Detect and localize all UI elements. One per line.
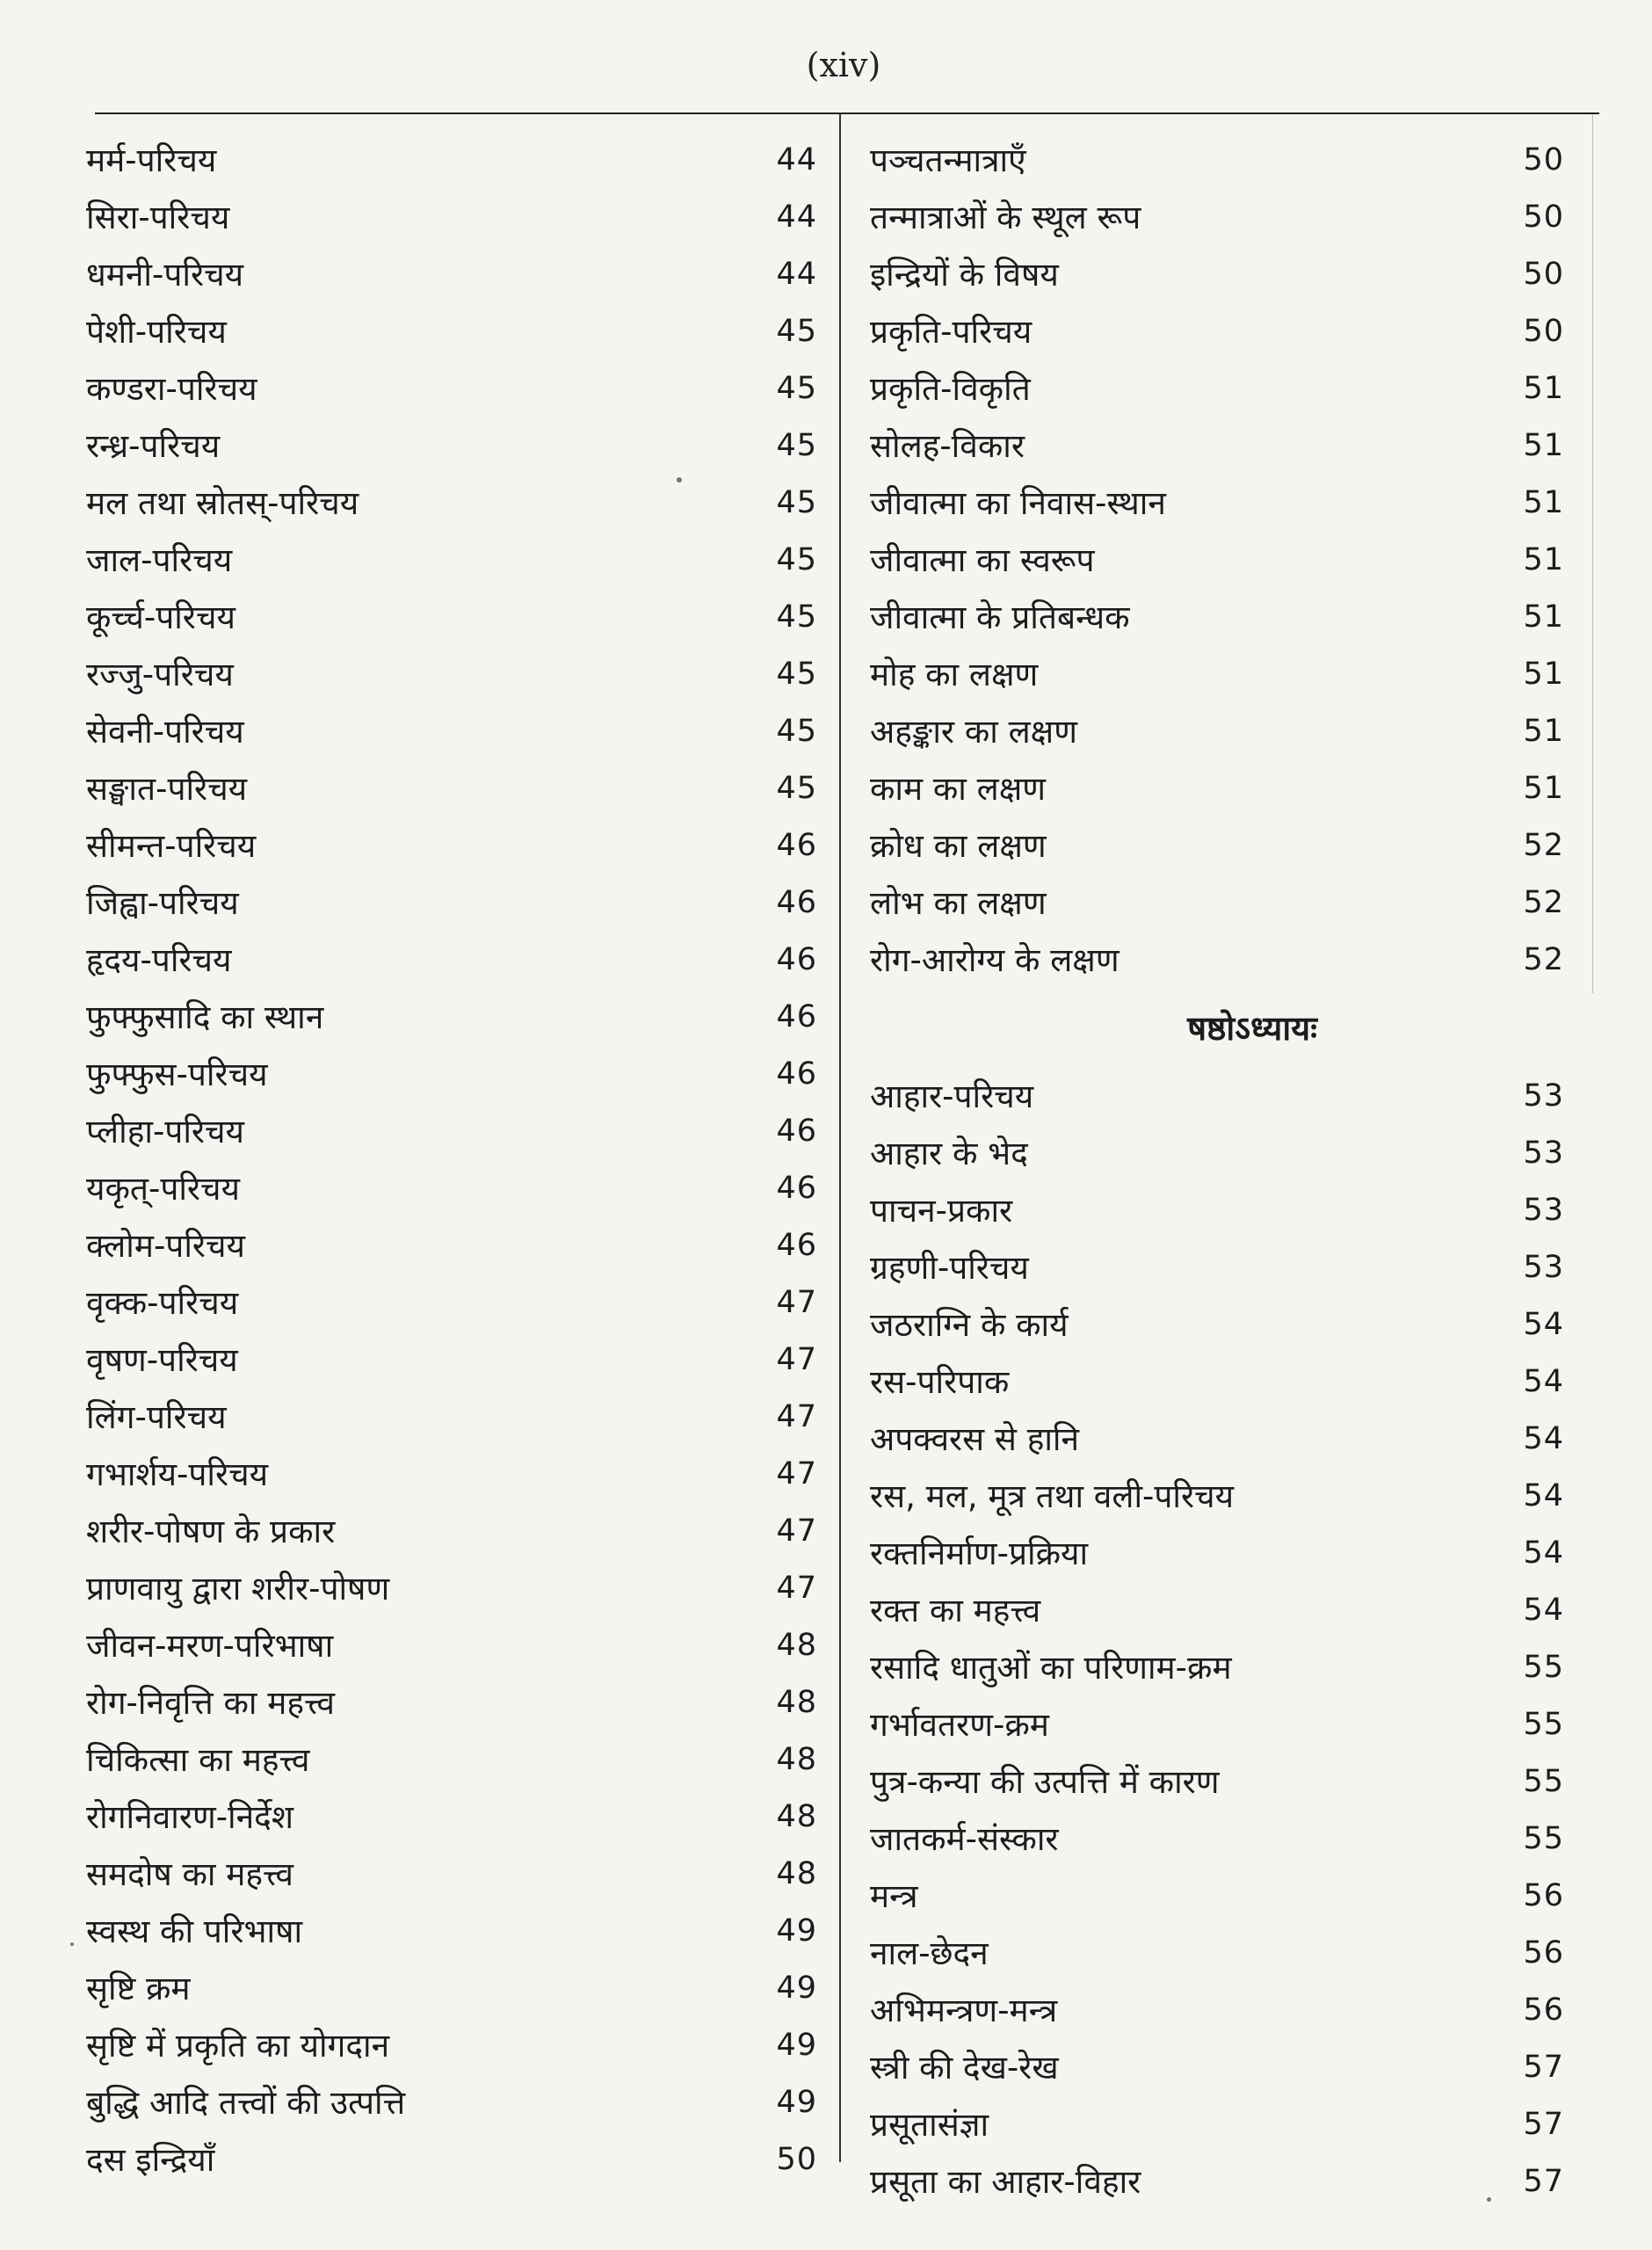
toc-entry-page: 47 [776,1571,817,1606]
toc-entry-title: जठराग्नि के कार्य [870,1306,1069,1344]
scan-speck [1487,2197,1491,2202]
toc-entry [870,475,1564,532]
toc-entry [86,932,817,989]
toc-entry-page: 46 [776,1056,817,1092]
toc-entry-title: जातकर्म-संस्कार [870,1820,1059,1858]
toc-entry-title: प्रसूता का आहार-विहार [870,2163,1141,2201]
toc-entry [86,1503,817,1560]
toc-entry-title: रस-परिपाक [870,1363,1010,1401]
toc-entry-title: प्राणवायु द्वारा शरीर-पोषण [86,1570,390,1608]
toc-entry-title: प्रसूतासंज्ञा [870,2106,989,2144]
toc-entry-page: 54 [1523,1364,1564,1399]
toc-entry [86,817,817,875]
toc-entry-page: 45 [776,599,817,635]
toc-entry-page: 53 [1523,1250,1564,1285]
toc-entry [86,1046,817,1103]
toc-entry-page: 46 [776,885,817,920]
toc-entry-page: 54 [1523,1535,1564,1571]
toc-entry-title: गर्भावतरण-क्रम [870,1706,1049,1744]
toc-entry-title: तन्मात्राओं के स्थूल रूप [870,199,1141,236]
toc-entry-title: जीवात्मा का निवास-स्थान [870,484,1166,522]
toc-entry [86,1160,817,1217]
toc-entry-page: 51 [1523,428,1564,463]
toc-entry-page: 51 [1523,542,1564,577]
toc-entry-title: सीमन्त-परिचय [86,827,257,865]
toc-entry-page: 53 [1523,1136,1564,1171]
section-heading: षष्ठोऽध्यायः [1187,1009,1317,1048]
toc-entry-page: 48 [776,1742,817,1777]
column-divider [839,114,841,2162]
toc-entry [86,2131,817,2188]
toc-entry-title: गभार्शय-परिचय [86,1455,269,1493]
toc-entry-title: प्रकृति-विकृति [870,370,1031,408]
toc-entry [86,1560,817,1617]
toc-entry [870,360,1564,417]
toc-entry-title: जीवात्मा का स्वरूप [870,541,1095,579]
toc-entry-page: 48 [776,1856,817,1891]
toc-entry-title: जिह्वा-परिचय [86,884,239,922]
toc-entry [870,417,1564,475]
toc-entry [86,1446,817,1503]
toc-entry-page: 44 [776,200,817,235]
toc-entry-page: 51 [1523,371,1564,406]
toc-entry [86,132,817,189]
toc-entry-page: 47 [776,1285,817,1320]
toc-entry-page: 57 [1523,2050,1564,2085]
toc-entry [86,760,817,817]
toc-entry-page: 53 [1523,1193,1564,1228]
toc-entry [870,1239,1564,1296]
toc-entry-page: 51 [1523,657,1564,692]
left-toc-list [86,132,817,2188]
toc-entry-page: 55 [1523,1650,1564,1685]
toc-entry-page: 44 [776,142,817,178]
toc-entry [870,1468,1564,1525]
toc-entry-title: धमनी-परिचय [86,256,244,294]
toc-entry-title: सोलह-विकार [870,427,1025,465]
scan-speck [677,477,682,483]
toc-entry-title: लोभ का लक्षण [870,884,1047,922]
toc-entry [870,646,1564,703]
toc-entry [86,2017,817,2074]
toc-entry-title: सृष्टि में प्रकृति का योगदान [86,2027,390,2065]
toc-entry-page: 49 [776,1913,817,1949]
toc-entry-page: 48 [776,1685,817,1720]
toc-entry-page: 45 [776,771,817,806]
toc-entry-page: 51 [1523,714,1564,749]
toc-entry-title: प्लीहा-परिचय [86,1113,244,1150]
toc-entry-title: हृदय-परिचय [86,941,232,979]
toc-entry [86,1789,817,1846]
toc-entry [870,703,1564,760]
toc-entry-page: 46 [776,999,817,1034]
toc-entry-title: आहार के भेद [870,1135,1028,1172]
right-toc-list-a [870,132,1564,989]
toc-entry-page: 51 [1523,485,1564,520]
toc-entry-title: क्लोम-परिचय [86,1227,245,1265]
toc-entry-title: सङ्घात-परिचय [86,770,248,808]
right-column [870,132,1564,2210]
toc-entry [86,1903,817,1960]
toc-entry-title: मन्त्र [870,1877,918,1915]
toc-entry-title: वृषण-परिचय [86,1341,238,1379]
toc-entry [86,189,817,246]
toc-entry [86,246,817,303]
toc-entry-title: कूर्च्च-परिचय [86,599,235,636]
toc-entry [870,246,1564,303]
toc-entry-page: 49 [776,2028,817,2063]
toc-entry-title: अपक्वरस से हानि [870,1420,1080,1458]
toc-entry-title: सेवनी-परिचय [86,713,244,751]
toc-entry [86,1960,817,2017]
toc-entry-page: 50 [1523,314,1564,349]
toc-entry-page: 46 [776,1171,817,1206]
toc-entry [86,1846,817,1903]
toc-entry-title: रन्ध्र-परिचय [86,427,221,465]
toc-entry [870,1696,1564,1753]
toc-entry [870,2039,1564,2096]
toc-entry-title: सृष्टि क्रम [86,1970,191,2007]
toc-entry [870,189,1564,246]
toc-entry-page: 51 [1523,771,1564,806]
toc-entry-page: 50 [1523,200,1564,235]
toc-entry-page: 45 [776,314,817,349]
toc-entry-title: पेशी-परिचय [86,313,227,351]
toc-entry-page: 52 [1523,942,1564,977]
toc-entry [86,589,817,646]
toc-entry-page: 54 [1523,1593,1564,1628]
toc-entry [86,2074,817,2131]
toc-entry-page: 51 [1523,599,1564,635]
toc-entry-title: रक्तनिर्माण-प्रक्रिया [870,1535,1089,1572]
toc-entry-page: 47 [776,1342,817,1377]
toc-entry-page: 55 [1523,1821,1564,1856]
toc-entry-page: 48 [776,1628,817,1663]
toc-entry [870,1811,1564,1868]
toc-entry-title: समदोष का महत्त्व [86,1855,293,1893]
toc-entry-title: रज्जु-परिचय [86,656,234,693]
toc-entry-page: 45 [776,542,817,577]
toc-entry-page: 54 [1523,1478,1564,1513]
toc-entry-page: 50 [1523,257,1564,292]
page-number: (xiv) [806,46,881,84]
toc-entry [870,2096,1564,2153]
toc-entry [86,303,817,360]
toc-entry-title: काम का लक्षण [870,770,1047,808]
toc-entry-title: रक्त का महत्त्व [870,1592,1041,1629]
toc-entry [86,646,817,703]
toc-entry-page: 49 [776,1971,817,2006]
toc-entry-title: यकृत्-परिचय [86,1170,241,1208]
toc-entry [870,1411,1564,1468]
toc-entry [870,1582,1564,1639]
toc-entry-title: रोग-निवृत्ति का महत्त्व [86,1684,335,1722]
toc-entry [86,417,817,475]
toc-entry-title: जीवात्मा के प्रतिबन्धक [870,599,1130,636]
toc-entry-page: 47 [776,1513,817,1549]
toc-entry-title: लिंग-परिचय [86,1398,227,1436]
toc-entry-page: 45 [776,657,817,692]
toc-entry-page: 46 [776,942,817,977]
toc-entry-title: सिरा-परिचय [86,199,230,236]
toc-entry [870,1296,1564,1354]
toc-entry-page: 56 [1523,1992,1564,2028]
toc-entry-page: 46 [776,1228,817,1263]
toc-entry [86,1103,817,1160]
toc-entry [870,1354,1564,1411]
toc-entry-title: रस, मल, मूत्र तथा वली-परिचय [870,1477,1235,1515]
toc-entry-page: 52 [1523,828,1564,863]
toc-entry-title: आहार-परिचय [870,1078,1034,1115]
toc-entry-page: 46 [776,1114,817,1149]
toc-entry-page: 55 [1523,1707,1564,1742]
right-toc-list-b [870,1068,1564,2210]
toc-entry-page: 54 [1523,1307,1564,1342]
toc-entry [870,1925,1564,1982]
toc-entry [870,817,1564,875]
left-column [86,132,817,2188]
toc-entry [870,589,1564,646]
toc-entry-title: मल तथा स्रोतस्-परिचय [86,484,359,522]
toc-entry [870,1982,1564,2039]
toc-entry-title: कण्डरा-परिचय [86,370,257,408]
toc-entry-title: ग्रहणी-परिचय [870,1249,1029,1287]
toc-entry-page: 57 [1523,2107,1564,2142]
toc-entry-title: वृक्क-परिचय [86,1284,239,1322]
toc-entry [86,475,817,532]
toc-entry-title: रोगनिवारण-निर्देश [86,1798,293,1836]
toc-entry [86,1274,817,1332]
toc-entry [870,1182,1564,1239]
toc-entry-title: फुफ्फुस-परिचय [86,1056,268,1093]
toc-entry [870,1125,1564,1182]
toc-entry [86,1389,817,1446]
toc-entry [870,875,1564,932]
toc-entry-title: पञ्चतन्मात्राएँ [870,142,1026,179]
toc-entry-page: 45 [776,485,817,520]
toc-entry-title: प्रकृति-परिचय [870,313,1032,351]
toc-entry [86,703,817,760]
toc-entry-title: क्रोध का लक्षण [870,827,1047,865]
toc-entry-title: बुद्धि आदि तत्त्वों की उत्पत्ति [86,2084,406,2122]
toc-entry-title: अभिमन्त्रण-मन्त्र [870,1992,1058,2029]
toc-entry [870,532,1564,589]
toc-entry [86,1674,817,1731]
toc-entry-title: शरीर-पोषण के प्रकार [86,1513,336,1550]
toc-entry [870,1525,1564,1582]
toc-entry-title: स्त्री की देख-रेख [870,2049,1059,2087]
toc-entry-page: 50 [1523,142,1564,178]
right-margin-rule [1592,114,1593,993]
toc-entry [86,532,817,589]
toc-entry [870,1068,1564,1125]
toc-entry [870,2153,1564,2210]
toc-entry-page: 54 [1523,1421,1564,1456]
toc-entry-page: 45 [776,714,817,749]
toc-entry-title: नाल-छेदन [870,1934,989,1972]
toc-entry-title: जीवन-मरण-परिभाषा [86,1627,334,1665]
toc-entry-title: इन्द्रियों के विषय [870,256,1059,294]
toc-entry [86,1731,817,1789]
top-rule [95,112,1599,114]
toc-entry [86,360,817,417]
toc-entry-page: 53 [1523,1078,1564,1114]
toc-entry-page: 55 [1523,1764,1564,1799]
toc-entry-title: स्वस्थ की परिभाषा [86,1912,303,1950]
toc-entry-title: मोह का लक्षण [870,656,1039,693]
toc-entry-title: पुत्र-कन्या की उत्पत्ति में कारण [870,1763,1220,1801]
toc-entry-title: अहङ्कार का लक्षण [870,713,1077,751]
toc-entry-title: पाचन-प्रकार [870,1192,1013,1230]
toc-entry-title: फुफ्फुसादि का स्थान [86,998,324,1036]
toc-entry-page: 56 [1523,1878,1564,1913]
toc-entry-page: 49 [776,2085,817,2120]
toc-entry [86,875,817,932]
toc-entry [86,1617,817,1674]
toc-entry [86,1332,817,1389]
toc-entry-title: चिकित्सा का महत्त्व [86,1741,310,1779]
toc-entry [870,760,1564,817]
toc-entry [870,132,1564,189]
toc-entry-page: 47 [776,1399,817,1434]
toc-entry-title: जाल-परिचय [86,541,233,579]
toc-entry-title: रोग-आरोग्य के लक्षण [870,941,1119,979]
toc-entry [870,1868,1564,1925]
toc-entry [870,303,1564,360]
toc-entry-page: 56 [1523,1935,1564,1971]
toc-entry-page: 45 [776,371,817,406]
toc-entry-page: 46 [776,828,817,863]
toc-entry-page: 45 [776,428,817,463]
scan-speck [70,1942,74,1946]
toc-entry-page: 44 [776,257,817,292]
toc-entry-page: 57 [1523,2164,1564,2199]
toc-entry [870,932,1564,989]
toc-entry-page: 52 [1523,885,1564,920]
toc-entry-title: दस इन्द्रियाँ [86,2141,215,2179]
toc-entry-page: 48 [776,1799,817,1834]
toc-entry [870,1753,1564,1811]
toc-entry [86,989,817,1046]
toc-entry [870,1639,1564,1696]
toc-entry-page: 50 [776,2142,817,2177]
toc-entry [86,1217,817,1274]
toc-entry-page: 47 [776,1456,817,1492]
toc-entry-title: रसादि धातुओं का परिणाम-क्रम [870,1649,1232,1687]
toc-entry-title: मर्म-परिचय [86,142,217,179]
